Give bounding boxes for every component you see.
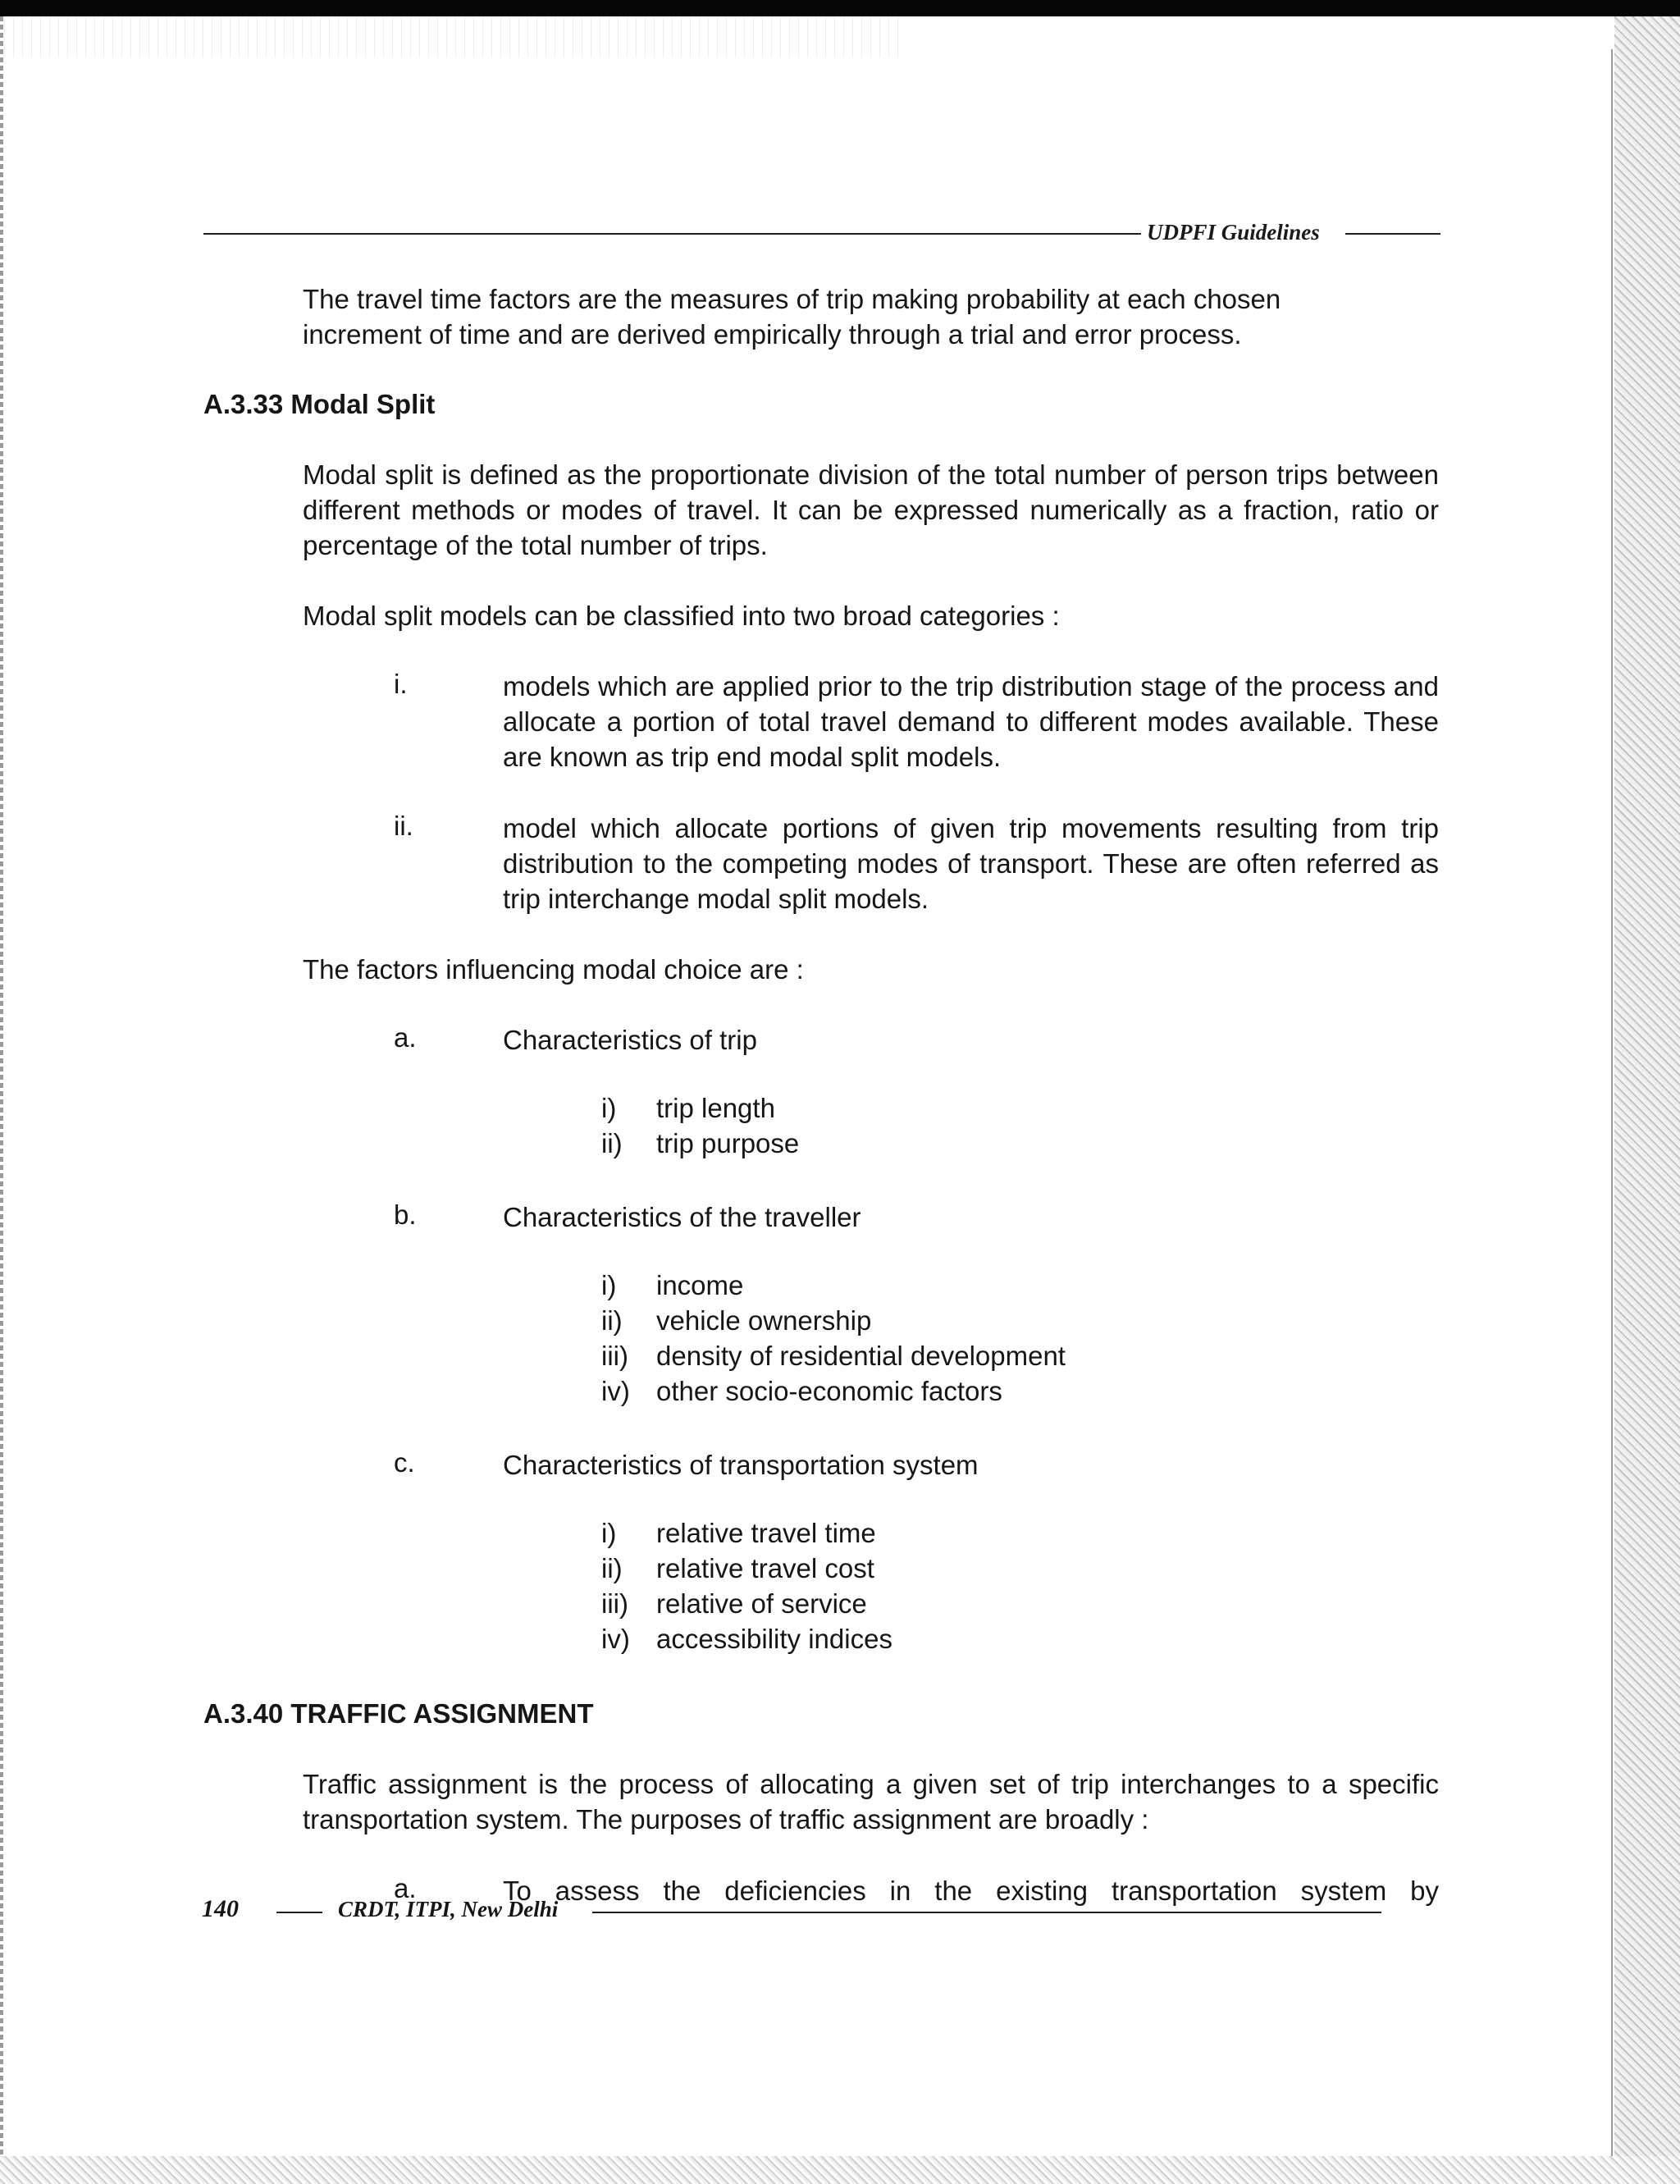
section-heading-traffic-assignment <box>203 1698 594 1729</box>
sub-item-marker: iii) <box>601 1341 628 1371</box>
scan-right-edge <box>1614 16 1680 2184</box>
section-number: A.3.40 <box>203 1698 284 1729</box>
section-heading-modal-split <box>203 389 435 420</box>
footer-organisation: CRDT, ITPI, New Delhi <box>338 1897 559 1921</box>
sub-item-marker: i) <box>601 1270 617 1300</box>
section-title: Modal Split <box>290 389 436 419</box>
sub-item-marker: iv) <box>601 1624 630 1654</box>
list-item: model which allocate portions of given trip movements resulting from trip distribution to the competing modes of transport. These are often referred as trip interchange modal split models. <box>503 813 1439 914</box>
sub-item: relative of service <box>656 1588 867 1619</box>
sub-item: relative travel cost <box>656 1553 874 1583</box>
sub-item: relative travel time <box>656 1518 876 1548</box>
sub-item-marker: ii) <box>601 1128 623 1158</box>
list-marker: ii. <box>394 811 413 841</box>
header-rule-right <box>1345 233 1440 235</box>
section-title: TRAFFIC ASSIGNMENT <box>290 1698 594 1729</box>
footer-rule-left <box>276 1912 322 1913</box>
list-item: models which are applied prior to the trip distribution stage of the process and allocate a portion of total travel demand to different modes available. These are known as trip end modal split models. <box>503 671 1439 772</box>
sub-item-marker: ii) <box>601 1305 623 1336</box>
modal-split-categories-intro: Modal split models can be classified into two broad categories : <box>303 601 1060 631</box>
factor-title: Characteristics of trip <box>503 1025 757 1055</box>
modal-split-definition: Modal split is defined as the proportionate division of the total number of person trips between different methods or modes of travel. It can be expressed numerically as a fraction, ratio or percentage of the total number of trips. <box>303 459 1439 560</box>
sub-item-marker: iv) <box>601 1376 630 1406</box>
sub-item: vehicle ownership <box>656 1305 872 1336</box>
sub-item: income <box>656 1270 744 1300</box>
section-number: A.3.33 <box>203 389 284 419</box>
factor-marker: a. <box>394 1022 417 1053</box>
sub-item: accessibility indices <box>656 1624 892 1654</box>
factor-marker: c. <box>394 1447 415 1478</box>
running-header-title: UDPFI Guidelines <box>1147 220 1320 244</box>
scan-left-edge <box>0 16 3 2184</box>
factor-marker: b. <box>394 1199 417 1230</box>
sub-item-marker: i) <box>601 1518 617 1548</box>
scan-bottom-edge <box>0 2156 1680 2184</box>
sub-item-marker: i) <box>601 1093 617 1123</box>
list-marker: a. <box>394 1873 417 1903</box>
factor-title: Characteristics of the traveller <box>503 1202 861 1232</box>
sub-item-marker: ii) <box>601 1553 623 1583</box>
header-rule-left <box>203 233 1141 235</box>
page-number: 140 <box>202 1895 239 1922</box>
scan-page-edge <box>1611 49 1613 2158</box>
sub-item: density of residential development <box>656 1341 1066 1371</box>
list-item: To assess the deficiencies in the existing transportation system by <box>503 1876 1439 1906</box>
factors-intro: The factors influencing modal choice are : <box>303 954 804 985</box>
sub-item: other socio-economic factors <box>656 1376 1002 1406</box>
sub-item-marker: iii) <box>601 1588 628 1619</box>
footer-rule-right <box>592 1912 1381 1913</box>
intro-line-1: The travel time factors are the measures of trip making probability at each chosen <box>303 284 1281 314</box>
sub-item: trip purpose <box>656 1128 800 1158</box>
sub-item: trip length <box>656 1093 775 1123</box>
scan-noise <box>0 16 902 57</box>
list-marker: i. <box>394 669 408 699</box>
factor-title: Characteristics of transportation system <box>503 1450 979 1480</box>
traffic-assignment-definition: Traffic assignment is the process of allocating a given set of trip interchanges to a specific transportation system. The purposes of traffic assignment are broadly : <box>303 1769 1439 1834</box>
scan-top-border <box>0 0 1680 16</box>
intro-line-2: increment of time and are derived empirically through a trial and error process. <box>303 319 1242 350</box>
